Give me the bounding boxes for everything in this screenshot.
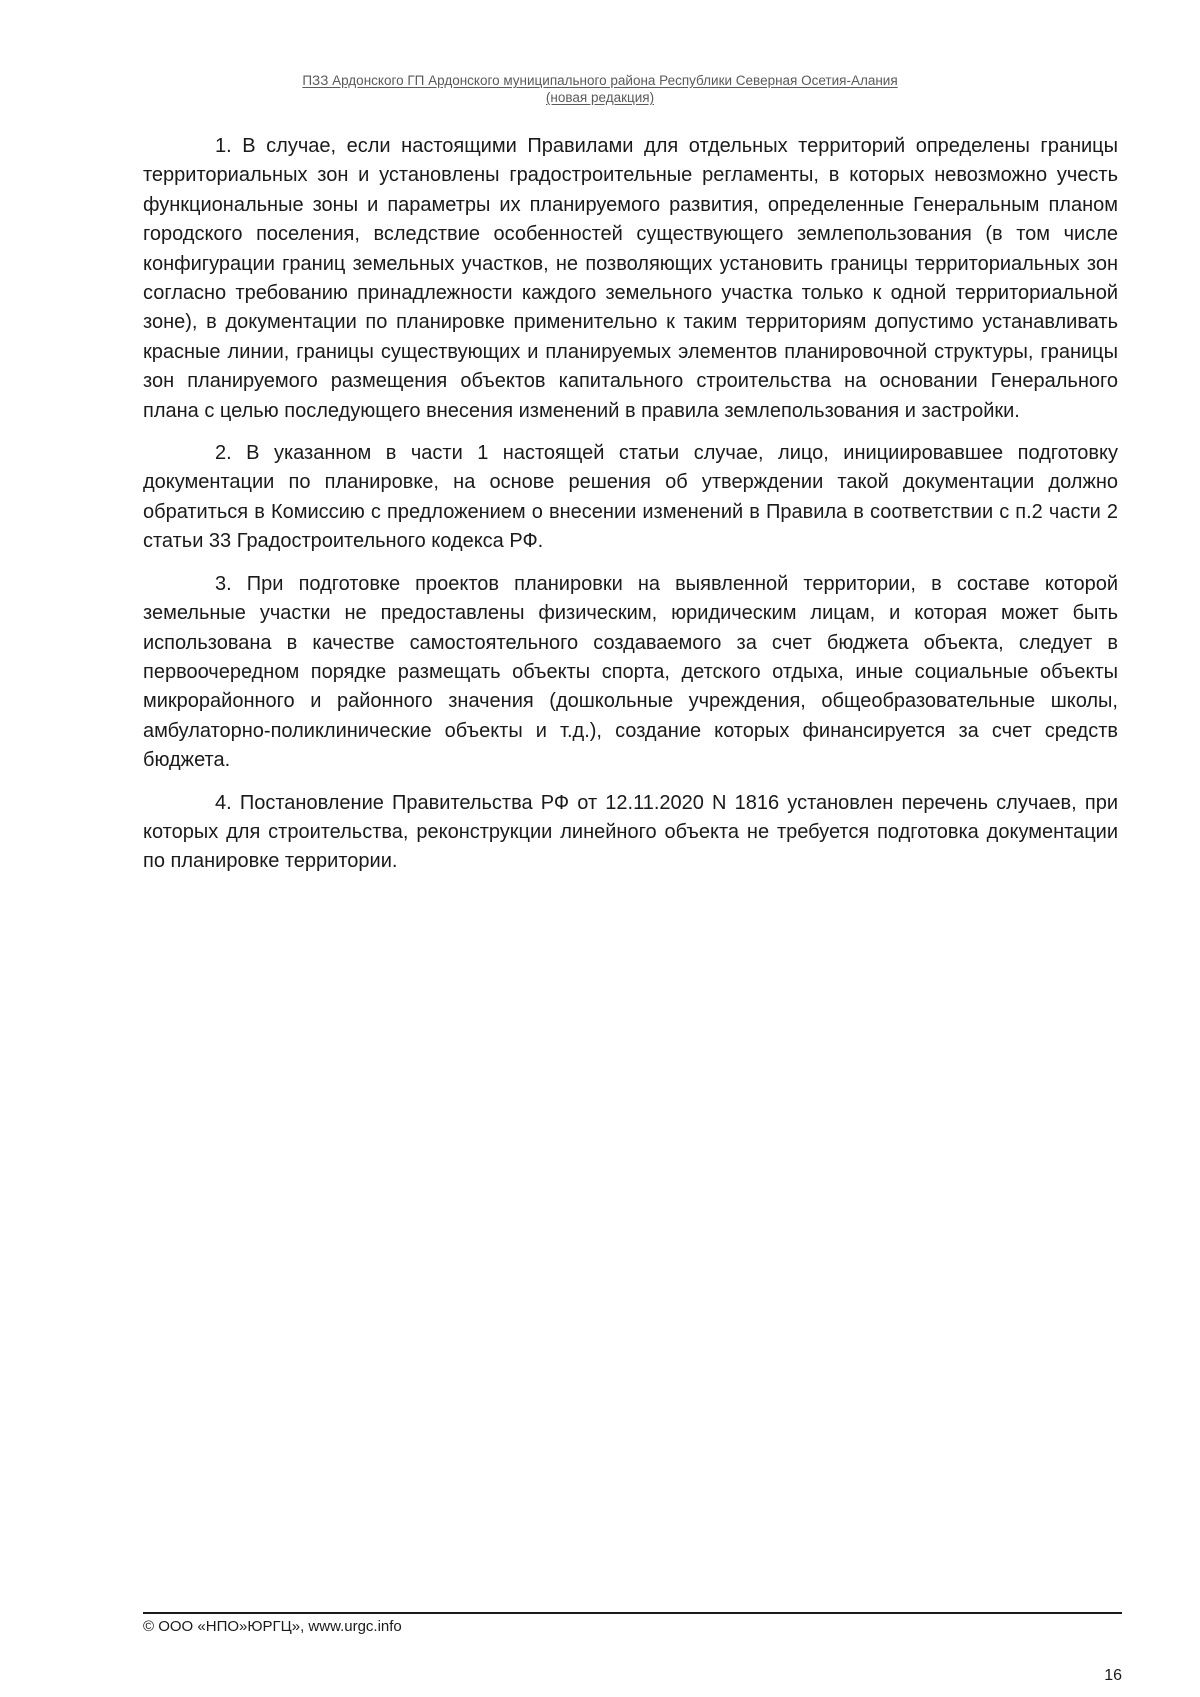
document-body	[143, 132, 1118, 890]
header-title: ПЗЗ Ардонского ГП Ардонского муниципального района Республики Северная Осетия-Алания	[302, 73, 898, 88]
footer-copyright: © ООО «НПО»ЮРГЦ», www.urgc.info	[143, 1618, 402, 1635]
paragraph-3: 3. При подготовке проектов планировки на выявленной территории, в составе которой земельные участки не предоставлены физическим, юридическим лицам, и которая может быть использована в качестве самостоятельного создаваемого за счет бюджета объекта, следует в первоочередном порядке размещать объекты спорта, детского отдыха, иные социальные объекты микрорайонного и районного значения (дошкольные учреждения, общеобразовательные школы, амбулаторно-поликлинические объекты и т.д.), создание которых финансируется за счет средств бюджета.	[143, 572, 1118, 772]
paragraph-1: 1. В случае, если настоящими Правилами для отдельных территорий определены границы территориальных зон и установлены градостроительные регламенты, в которых невозможно учесть функциональные зоны и параметры их планируемого развития, определенные Генеральным планом городского поселения, вследствие особенностей существующего землепользования (в том числе конфигурации границ земельных участков, не позволяющих установить границы территориальных зон согласно требованию принадлежности каждого земельного участка только к одной территориальной зоне), в документации по планировке применительно к таким территориям допустимо устанавливать красные линии, границы существующих и планируемых элементов планировочной структуры, границы зон планируемого размещения объектов капитального строительства на основании Генерального плана с целью последующего внесения изменений в правила землепользования и застройки.	[143, 135, 1118, 422]
document-header	[0, 72, 1200, 106]
paragraph-4: 4. Постановление Правительства РФ от 12.11.2020 N 1816 установлен перечень случаев, при которых для строительства, реконструкции линейного объекта не требуется подготовка документации по планировке территории.	[143, 791, 1118, 873]
footer-divider	[143, 1612, 1122, 1614]
paragraph-2: 2. В указанном в части 1 настоящей статьи случае, лицо, инициировавшее подготовку документации по планировке, на основе решения об утверждении такой документации должно обратиться в Комиссию с предложением о внесении изменений в Правила в соответствии с п.2 части 2 статьи 33 Градостроительного кодекса РФ.	[143, 442, 1118, 553]
header-subtitle: (новая редакция)	[545, 90, 655, 105]
page-number: 16	[1104, 1667, 1122, 1684]
